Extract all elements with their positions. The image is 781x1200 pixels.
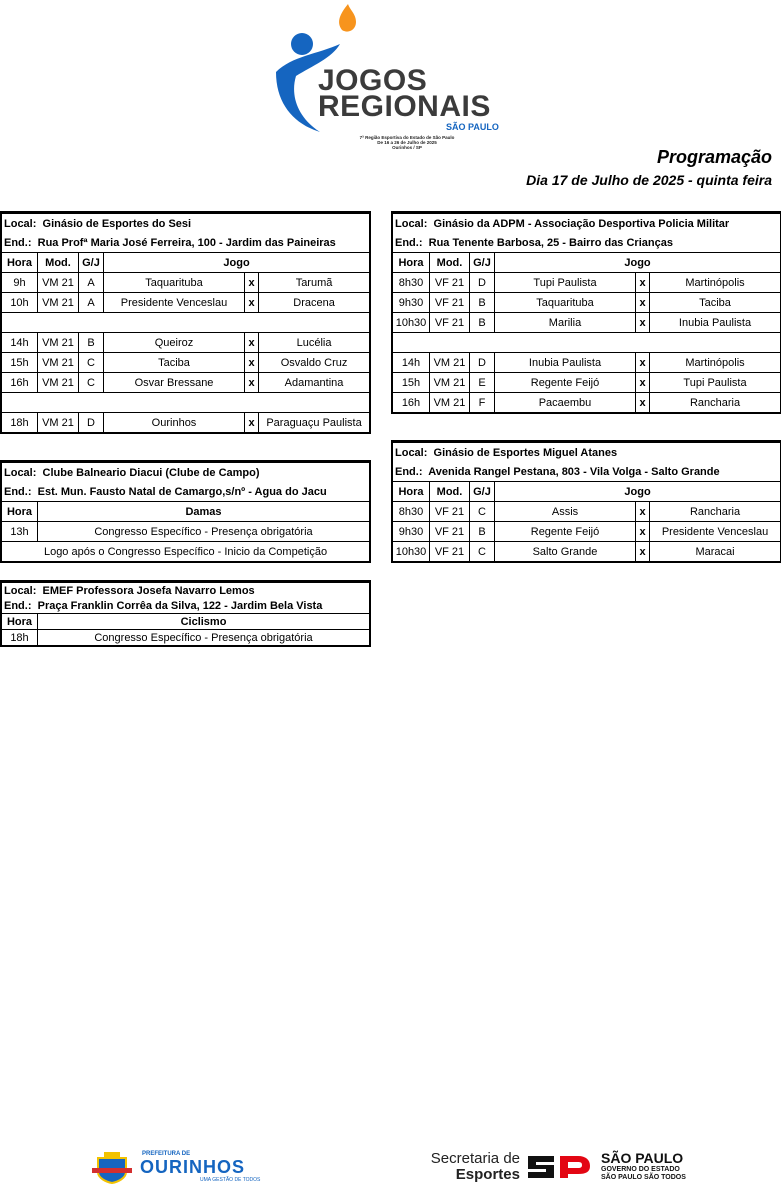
ourinhos-prefeitura: PREFEITURA DE: [142, 1151, 191, 1157]
table-row: 18h VM 21 D Ourinhos x Paraguaçu Paulista: [2, 413, 370, 433]
table-row: 16h VM 21 F Pacaembu x Rancharia: [393, 393, 781, 413]
sp-line1: SÃO PAULO: [601, 1150, 684, 1166]
spacer-row: [393, 333, 781, 353]
adpm-address: End.: Rua Tenente Barbosa, 25 - Bairro das Crianças: [393, 233, 781, 253]
sp-line2: GOVERNO DO ESTADO: [601, 1166, 680, 1173]
table-row: 15h VM 21 C Taciba x Osvaldo Cruz: [2, 353, 370, 373]
sesi-schedule-table: [1, 212, 370, 433]
col-hora: Hora: [2, 253, 38, 273]
diacui-local: Local: Clube Balneario Diacui (Clube de Campo): [2, 462, 370, 482]
diacui-header-row: Hora Damas: [2, 502, 370, 522]
secretaria-line1: Secretaria de: [430, 1150, 520, 1167]
sp-line3: SÃO PAULO SÃO TODOS: [601, 1174, 686, 1181]
diacui-address: End.: Est. Mun. Fausto Natal de Camargo,s/nº - Agua do Jacu: [2, 482, 370, 502]
table-row: 10h VM 21 A Presidente Venceslau x Dracena: [2, 293, 370, 313]
ourinhos-logo: [92, 1150, 282, 1184]
emef-address: End.: Praça Franklin Corrêa da Silva, 122 - Jardim Bela Vista: [2, 598, 370, 614]
emef-header-row: Hora Ciclismo: [2, 614, 370, 630]
table-row: 10h30 VF 21 B Marilia x Inubia Paulista: [393, 313, 781, 333]
jogos-regionais-logo: [272, 0, 522, 150]
adpm-schedule-table: [392, 212, 781, 413]
logo-subtitle-2: De 16 a 26 de Julho de 2025: [377, 140, 437, 145]
ourinhos-name: OURINHOS: [140, 1157, 246, 1177]
sesi-local: Local: Ginásio de Esportes do Sesi: [2, 213, 370, 233]
adpm-header-row: Hora Mod. G/J Jogo: [393, 253, 781, 273]
miguel-header-row: Hora Mod. G/J Jogo: [393, 482, 781, 502]
ourinhos-crest-icon: [92, 1150, 132, 1184]
adpm-local: Local: Ginásio da ADPM - Associação Desportiva Policia Militar: [393, 213, 781, 233]
miguel-address: End.: Avenida Rangel Pestana, 803 - Vila Volga - Salto Grande: [393, 462, 781, 482]
table-row: 10h30 VF 21 C Salto Grande x Maracai: [393, 542, 781, 562]
spacer-row: [2, 393, 370, 413]
table-row: 9h30 VF 21 B Regente Feijó x Presidente Venceslau: [393, 522, 781, 542]
table-row: 13h Congresso Específico - Presença obrigatória: [2, 522, 370, 542]
table-row: 8h30 VF 21 D Tupi Paulista x Martinópolis: [393, 273, 781, 293]
secretaria-esportes-logo: [418, 1150, 708, 1184]
page-date: Dia 17 de Julho de 2025 - quinta feira: [526, 172, 772, 188]
diacui-schedule-table: [1, 461, 370, 562]
spacer-row: [2, 313, 370, 333]
emef-schedule-table: [1, 581, 370, 646]
col-jogo: Jogo: [104, 253, 370, 273]
table-row: 15h VM 21 E Regente Feijó x Tupi Paulista: [393, 373, 781, 393]
table-row: 16h VM 21 C Osvar Bressane x Adamantina: [2, 373, 370, 393]
miguel-local: Local: Ginásio de Esportes Miguel Atanes: [393, 442, 781, 462]
table-row: Logo após o Congresso Específico - Inicio da Competição: [2, 542, 370, 562]
table-row: 9h30 VF 21 B Taquarituba x Taciba: [393, 293, 781, 313]
table-row: 14h VM 21 B Queiroz x Lucélia: [2, 333, 370, 353]
miguel-atanes-schedule-table: [392, 441, 781, 562]
col-mod: Mod.: [38, 253, 79, 273]
emef-local: Local: EMEF Professora Josefa Navarro Lemos: [2, 582, 370, 598]
page-title: Programação: [656, 147, 772, 167]
ourinhos-tagline: UMA GESTÃO DE TODOS: [200, 1177, 261, 1183]
sp-mark-icon: [526, 1152, 592, 1182]
logo-text-sao-paulo: SÃO PAULO: [446, 122, 499, 132]
table-row: 18h Congresso Específico - Presença obrigatória: [2, 630, 370, 646]
table-row: 8h30 VF 21 C Assis x Rancharia: [393, 502, 781, 522]
table-row: 9h VM 21 A Taquarituba x Tarumã: [2, 273, 370, 293]
secretaria-line2: Esportes: [455, 1166, 520, 1183]
logo-subtitle-3: Ourinhos / SP: [392, 145, 422, 150]
logo-text-jogos: JOGOS: [318, 64, 428, 97]
logo-subtitle-1: 7ª Região Esportiva do Estado de São Paulo: [359, 135, 455, 140]
sesi-header-row: [2, 253, 370, 273]
logo-text-regionais: REGIONAIS: [318, 90, 491, 123]
col-gj: G/J: [79, 253, 104, 273]
sesi-address: End.: Rua Profª Maria José Ferreira, 100 - Jardim das Paineiras: [2, 233, 370, 253]
table-row: 14h VM 21 D Inubia Paulista x Martinópolis: [393, 353, 781, 373]
